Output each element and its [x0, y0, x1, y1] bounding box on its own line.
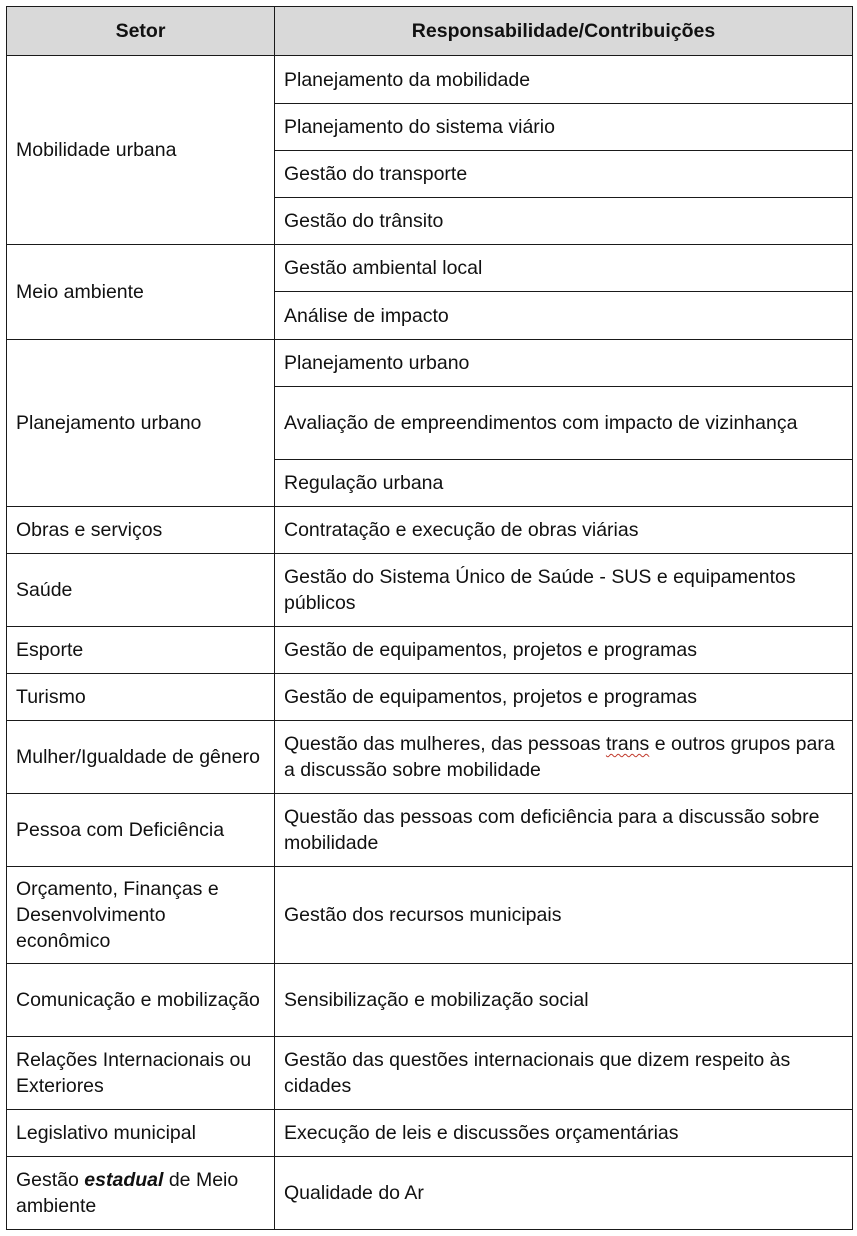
- table-row: [7, 56, 853, 104]
- header-responsabilidade: Responsabilidade/Contribuições: [275, 7, 853, 56]
- sector-cell: [7, 1157, 275, 1230]
- sector-responsibility-table: [6, 6, 853, 1230]
- responsibility-cell: Gestão do transporte: [275, 151, 853, 198]
- table-row: [7, 1157, 853, 1230]
- table-row: [7, 245, 853, 292]
- sector-cell: Turismo: [7, 674, 275, 721]
- table-row: [7, 627, 853, 674]
- sector-emphasis: estadual: [84, 1169, 164, 1191]
- responsibility-cell: Questão das pessoas com deficiência para a discussão sobre mobilidade: [275, 794, 853, 867]
- responsibility-cell: Execução de leis e discussões orçamentárias: [275, 1110, 853, 1157]
- responsibility-cell: Gestão dos recursos municipais: [275, 867, 853, 964]
- sector-cell: Planejamento urbano: [7, 340, 275, 507]
- responsibility-text: e outros grupos para a discussão sobre mobilidade: [284, 733, 835, 781]
- sector-cell: Orçamento, Finanças e Desenvolvimento econômico: [7, 867, 275, 964]
- sector-cell: Legislativo municipal: [7, 1110, 275, 1157]
- table-row: [7, 964, 853, 1037]
- header-setor: Setor: [7, 7, 275, 56]
- responsibility-cell: Qualidade do Ar: [275, 1157, 853, 1230]
- sector-cell: Esporte: [7, 627, 275, 674]
- table-row: [7, 794, 853, 867]
- table-row: [7, 674, 853, 721]
- responsibility-cell: Gestão do trânsito: [275, 198, 853, 245]
- sector-cell: Meio ambiente: [7, 245, 275, 340]
- responsibility-cell: Sensibilização e mobilização social: [275, 964, 853, 1037]
- sector-text: Gestão: [16, 1169, 85, 1191]
- sector-cell: Saúde: [7, 554, 275, 627]
- table-row: [7, 721, 853, 794]
- sector-cell: Mulher/Igualdade de gênero: [7, 721, 275, 794]
- table-row: [7, 554, 853, 627]
- table-row: [7, 507, 853, 554]
- responsibility-cell: [275, 721, 853, 794]
- responsibility-text: Questão das mulheres, das pessoas: [284, 733, 606, 755]
- table-row: [7, 1110, 853, 1157]
- sector-cell: Comunicação e mobilização: [7, 964, 275, 1037]
- responsibility-cell: Planejamento da mobilidade: [275, 56, 853, 104]
- spellcheck-flagged-word: trans: [605, 733, 650, 755]
- responsibility-cell: Gestão de equipamentos, projetos e programas: [275, 674, 853, 721]
- responsibility-cell: Análise de impacto: [275, 292, 853, 340]
- responsibility-cell: Gestão do Sistema Único de Saúde - SUS e equipamentos públicos: [275, 554, 853, 627]
- header-row: [7, 7, 853, 56]
- sector-cell: Pessoa com Deficiência: [7, 794, 275, 867]
- responsibility-cell: Gestão das questões internacionais que dizem respeito às cidades: [275, 1037, 853, 1110]
- responsibility-cell: Avaliação de empreendimentos com impacto de vizinhança: [275, 387, 853, 460]
- sector-cell: Obras e serviços: [7, 507, 275, 554]
- responsibility-cell: Regulação urbana: [275, 460, 853, 507]
- sector-cell: Relações Internacionais ou Exteriores: [7, 1037, 275, 1110]
- responsibility-cell: Planejamento urbano: [275, 340, 853, 387]
- table-row: [7, 340, 853, 387]
- responsibility-cell: Contratação e execução de obras viárias: [275, 507, 853, 554]
- responsibility-cell: Planejamento do sistema viário: [275, 104, 853, 151]
- responsibility-cell: Gestão ambiental local: [275, 245, 853, 292]
- table-row: [7, 867, 853, 964]
- sector-cell: Mobilidade urbana: [7, 56, 275, 245]
- table-row: [7, 1037, 853, 1110]
- sector-text: de Meio ambiente: [16, 1169, 239, 1217]
- responsibility-cell: Gestão de equipamentos, projetos e programas: [275, 627, 853, 674]
